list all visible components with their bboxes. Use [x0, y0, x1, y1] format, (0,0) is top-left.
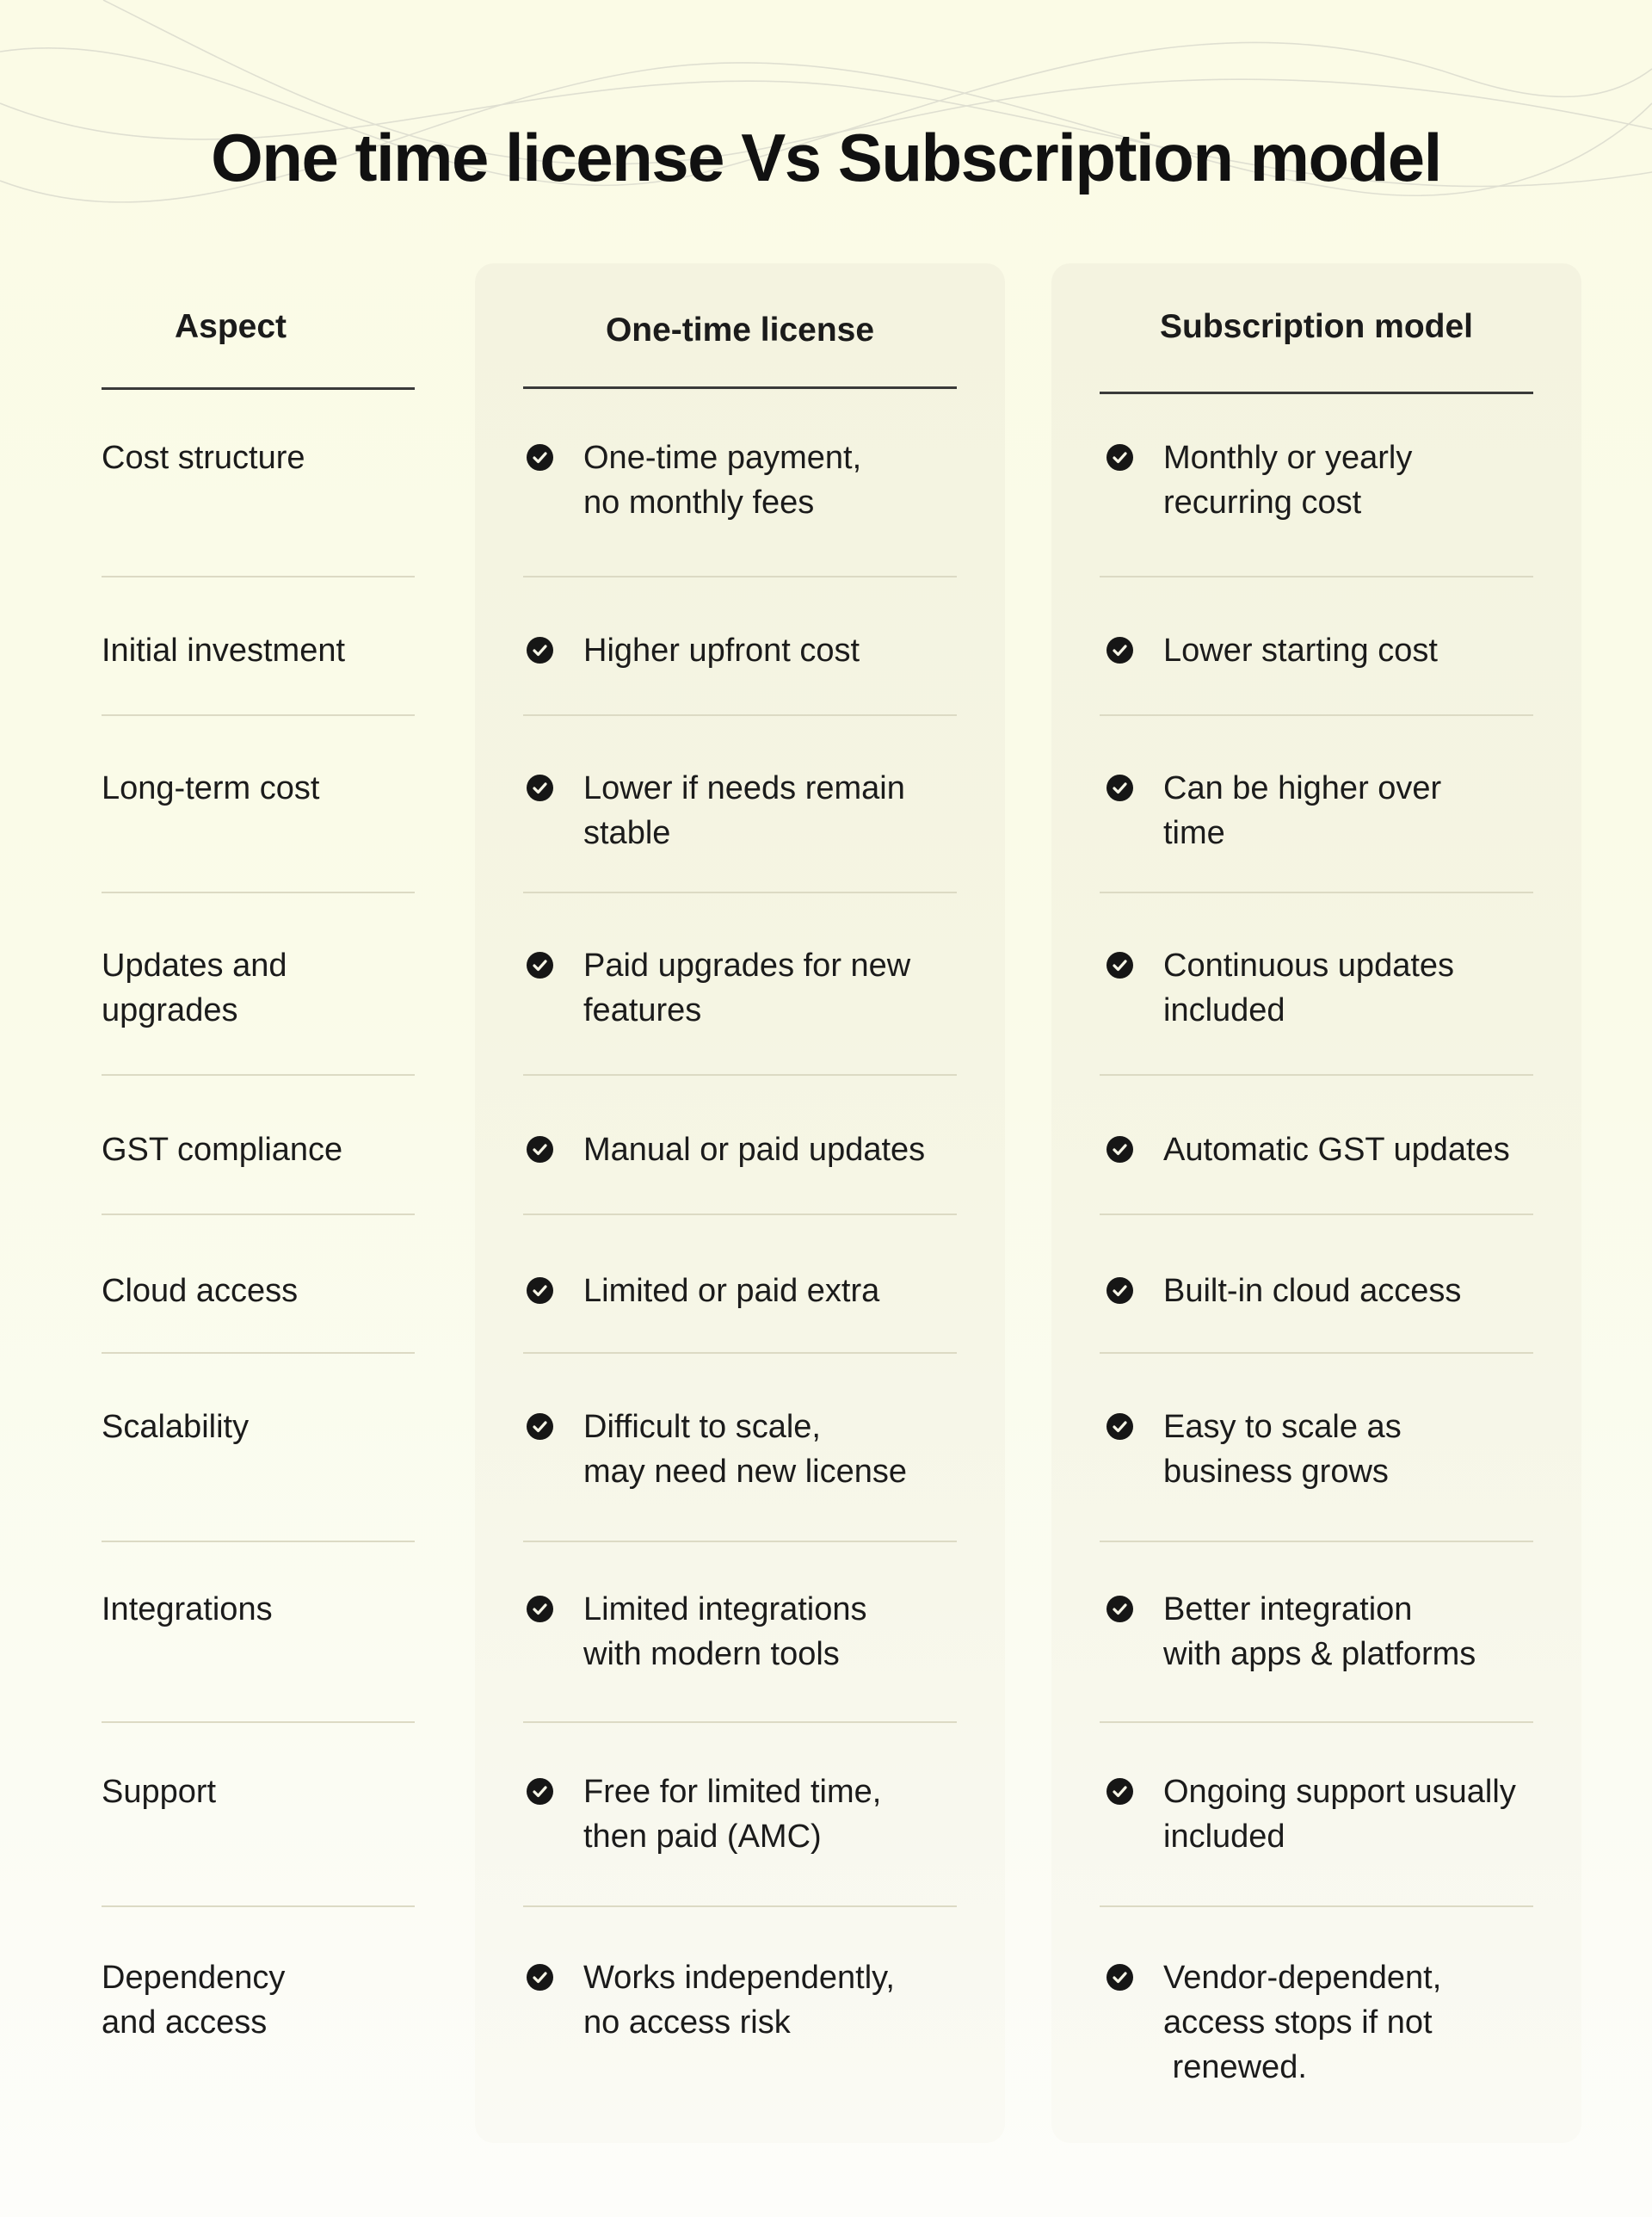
- header-rule-one-time-license: [523, 386, 957, 389]
- aspect-label: Updates and upgrades: [102, 948, 287, 1028]
- page-title: One time license Vs Subscription model: [211, 120, 1441, 195]
- subscription-cell-text: Ongoing support usually included: [1163, 1774, 1516, 1855]
- row-divider: [102, 1352, 415, 1354]
- row-divider: [102, 1213, 415, 1215]
- one-time-license-cell-text: Limited integrations with modern tools: [583, 1591, 867, 1672]
- aspect-label: Scalability: [102, 1409, 250, 1445]
- check-circle-icon: [1106, 775, 1133, 801]
- subscription-cell-text: Monthly or yearly recurring cost: [1163, 440, 1413, 521]
- row-divider: [523, 1905, 957, 1907]
- check-circle-icon: [527, 1277, 553, 1304]
- column-header-one-time-license: One-time license: [605, 312, 875, 349]
- row-divider: [102, 892, 415, 893]
- one-time-license-cell-text: Difficult to scale, may need new license: [583, 1409, 907, 1490]
- row-divider: [102, 1541, 415, 1542]
- check-circle-icon: [1106, 1136, 1133, 1163]
- aspect-label: Cloud access: [102, 1273, 299, 1309]
- row-divider: [523, 714, 957, 716]
- check-circle-icon: [527, 1136, 553, 1163]
- one-time-license-cell-text: Manual or paid updates: [583, 1132, 926, 1168]
- subscription-cell-text: Built-in cloud access: [1163, 1273, 1462, 1309]
- aspect-label: Dependency and access: [102, 1960, 286, 2041]
- row-divider: [102, 1074, 415, 1076]
- check-circle-icon: [1106, 1413, 1133, 1440]
- row-divider: [523, 1352, 957, 1354]
- row-divider: [523, 1213, 957, 1215]
- check-circle-icon: [527, 1964, 553, 1991]
- aspect-label: Cost structure: [102, 440, 305, 476]
- check-circle-icon: [1106, 637, 1133, 664]
- subscription-cell-text: Easy to scale as business grows: [1163, 1409, 1402, 1490]
- one-time-license-cell-text: Works independently, no access risk: [583, 1960, 895, 2041]
- one-time-license-cell-text: Free for limited time, then paid (AMC): [583, 1774, 882, 1855]
- check-circle-icon: [527, 775, 553, 801]
- header-rule-subscription-model: [1100, 392, 1533, 394]
- row-divider: [102, 714, 415, 716]
- column-header-aspect: Aspect: [174, 308, 287, 345]
- row-divider: [1100, 576, 1533, 577]
- aspect-label: Initial investment: [102, 633, 346, 669]
- row-divider: [523, 1541, 957, 1542]
- check-circle-icon: [1106, 1964, 1133, 1991]
- row-divider: [523, 1074, 957, 1076]
- check-circle-icon: [1106, 444, 1133, 471]
- row-divider: [1100, 714, 1533, 716]
- column-header-subscription-model: Subscription model: [1159, 308, 1474, 345]
- row-divider: [102, 1905, 415, 1907]
- check-circle-icon: [1106, 1596, 1133, 1622]
- aspect-label: GST compliance: [102, 1132, 343, 1168]
- subscription-column-panel: [1051, 263, 1581, 2143]
- row-divider: [1100, 1721, 1533, 1723]
- row-divider: [1100, 1541, 1533, 1542]
- check-circle-icon: [527, 637, 553, 664]
- check-circle-icon: [527, 1778, 553, 1805]
- row-divider: [1100, 1074, 1533, 1076]
- row-divider: [523, 576, 957, 577]
- row-divider: [523, 1721, 957, 1723]
- row-divider: [523, 892, 957, 893]
- one-time-license-cell-text: Lower if needs remain stable: [583, 770, 905, 851]
- one-time-license-cell-text: Higher upfront cost: [583, 633, 860, 669]
- check-circle-icon: [527, 1413, 553, 1440]
- row-divider: [102, 576, 415, 577]
- subscription-cell-text: Can be higher over time: [1163, 770, 1442, 851]
- row-divider: [1100, 892, 1533, 893]
- check-circle-icon: [1106, 1277, 1133, 1304]
- one-time-license-column-panel: [475, 263, 1005, 2143]
- subscription-cell-text: Lower starting cost: [1163, 633, 1438, 669]
- check-circle-icon: [527, 1596, 553, 1622]
- check-circle-icon: [527, 444, 553, 471]
- one-time-license-cell-text: One-time payment, no monthly fees: [583, 440, 862, 521]
- row-divider: [1100, 1905, 1533, 1907]
- subscription-cell-text: Automatic GST updates: [1163, 1132, 1510, 1168]
- check-circle-icon: [527, 952, 553, 979]
- one-time-license-cell-text: Paid upgrades for new features: [583, 948, 911, 1028]
- check-circle-icon: [1106, 952, 1133, 979]
- check-circle-icon: [1106, 1778, 1133, 1805]
- aspect-label: Integrations: [102, 1591, 273, 1627]
- aspect-label: Support: [102, 1774, 217, 1810]
- aspect-label: Long-term cost: [102, 770, 320, 806]
- subscription-cell-text: Vendor-dependent, access stops if not renewed.: [1163, 1960, 1442, 2085]
- subscription-cell-text: Continuous updates included: [1163, 948, 1455, 1028]
- header-rule-aspect: [102, 387, 415, 390]
- one-time-license-cell-text: Limited or paid extra: [583, 1273, 880, 1309]
- row-divider: [1100, 1352, 1533, 1354]
- row-divider: [102, 1721, 415, 1723]
- row-divider: [1100, 1213, 1533, 1215]
- subscription-cell-text: Better integration with apps & platforms: [1163, 1591, 1476, 1672]
